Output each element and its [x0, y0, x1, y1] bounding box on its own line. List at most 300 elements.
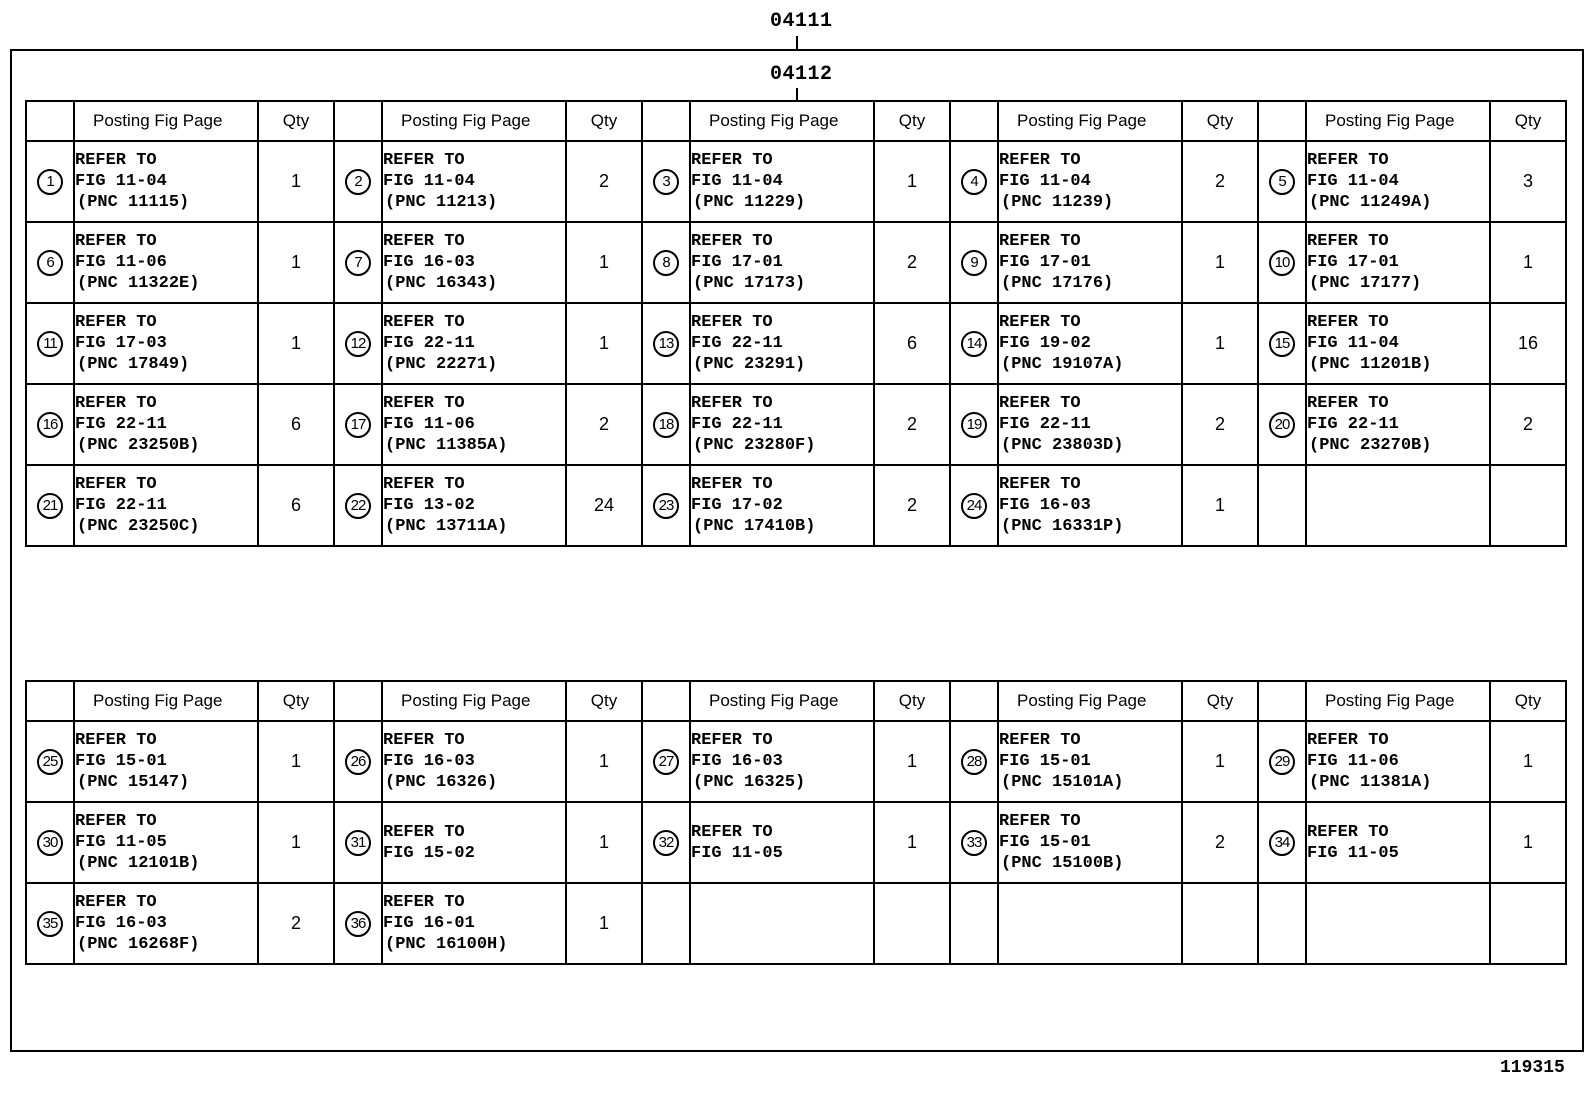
- fig-page-text: FIG 16-03: [75, 914, 167, 933]
- fig-page-text: FIG 22-11: [75, 496, 167, 515]
- header-row: [26, 101, 1566, 141]
- qty-cell: 16: [1490, 303, 1566, 384]
- reference-cell: [1306, 222, 1490, 303]
- pnc-text: (PNC 19107A): [1001, 355, 1124, 374]
- circled-number-icon: 9: [961, 250, 987, 276]
- fig-page-text: FIG 17-01: [999, 253, 1091, 272]
- reference-cell: [998, 465, 1182, 546]
- header-qty: Qty: [874, 101, 950, 141]
- circled-number-icon: 7: [345, 250, 371, 276]
- header-posting-fig-page: Posting Fig Page: [690, 681, 874, 721]
- qty-cell: 2: [566, 384, 642, 465]
- qty-cell: 1: [566, 222, 642, 303]
- index-cell: [26, 883, 74, 964]
- fig-page-text: FIG 11-04: [1307, 172, 1399, 191]
- index-cell: [26, 303, 74, 384]
- fig-page-text: FIG 11-05: [75, 833, 167, 852]
- parts-table-upper: [25, 100, 1567, 547]
- index-cell: [950, 303, 998, 384]
- qty-cell: 1: [874, 721, 950, 802]
- header-row: [26, 681, 1566, 721]
- refer-to-text: REFER TO: [691, 313, 773, 332]
- reference-cell: [690, 465, 874, 546]
- qty-cell: 1: [1182, 303, 1258, 384]
- fig-page-text: FIG 15-01: [999, 833, 1091, 852]
- qty-cell: 6: [874, 303, 950, 384]
- refer-to-text: REFER TO: [1307, 394, 1389, 413]
- reference-cell: [690, 384, 874, 465]
- pnc-text: (PNC 16343): [385, 274, 498, 293]
- circled-number-icon: 30: [37, 830, 63, 856]
- index-cell: [950, 802, 998, 883]
- qty-cell: 2: [566, 141, 642, 222]
- fig-page-text: FIG 17-02: [691, 496, 783, 515]
- index-cell: [642, 802, 690, 883]
- refer-to-text: REFER TO: [75, 812, 157, 831]
- qty-cell: 2: [1490, 384, 1566, 465]
- index-cell: [334, 384, 382, 465]
- pnc-text: (PNC 16326): [385, 773, 498, 792]
- qty-cell: 1: [566, 802, 642, 883]
- reference-cell: [1306, 303, 1490, 384]
- reference-cell: [382, 303, 566, 384]
- fig-page-text: FIG 22-11: [383, 334, 475, 353]
- refer-to-text: REFER TO: [383, 822, 465, 842]
- leader-line-outer: [796, 36, 798, 50]
- pnc-text: (PNC 17177): [1309, 274, 1422, 293]
- header-posting-fig-page: Posting Fig Page: [690, 101, 874, 141]
- refer-to-text: REFER TO: [691, 822, 773, 842]
- circled-number-icon: 2: [345, 169, 371, 195]
- circled-number-icon: 11: [37, 331, 63, 357]
- qty-cell: 1: [566, 883, 642, 964]
- pnc-text: (PNC 11322E): [77, 274, 200, 293]
- refer-to-text: REFER TO: [1307, 151, 1389, 170]
- pnc-text: (PNC 15100B): [1001, 854, 1124, 873]
- circled-number-icon: 21: [37, 493, 63, 519]
- qty-cell: 1: [1490, 222, 1566, 303]
- circled-number-icon: 23: [653, 493, 679, 519]
- index-cell: [334, 802, 382, 883]
- refer-to-text: REFER TO: [383, 893, 465, 912]
- fig-page-text: FIG 11-04: [691, 172, 783, 191]
- refer-to-text: REFER TO: [1307, 731, 1389, 750]
- table-row: [26, 883, 1566, 964]
- circled-number-icon: 3: [653, 169, 679, 195]
- index-cell: [334, 141, 382, 222]
- circled-number-icon: 1: [37, 169, 63, 195]
- index-cell: [334, 883, 382, 964]
- refer-to-text: REFER TO: [1307, 313, 1389, 332]
- refer-to-text: REFER TO: [999, 812, 1081, 831]
- circled-number-icon: 22: [345, 493, 371, 519]
- header-qty: Qty: [874, 681, 950, 721]
- circled-number-icon: 5: [1269, 169, 1295, 195]
- qty-cell: 2: [874, 465, 950, 546]
- table-row: [26, 465, 1566, 546]
- index-cell: [26, 802, 74, 883]
- pnc-text: (PNC 23270B): [1309, 436, 1432, 455]
- header-qty: Qty: [258, 101, 334, 141]
- pnc-text: (PNC 23250C): [77, 517, 200, 536]
- circled-number-icon: 35: [37, 911, 63, 937]
- reference-cell: [382, 802, 566, 883]
- qty-cell: [1182, 883, 1258, 964]
- reference-cell: [1306, 721, 1490, 802]
- circled-number-icon: 13: [653, 331, 679, 357]
- pnc-text: (PNC 23250B): [77, 436, 200, 455]
- reference-cell: [998, 802, 1182, 883]
- qty-cell: 1: [1182, 721, 1258, 802]
- table-row: [26, 802, 1566, 883]
- fig-page-text: FIG 16-03: [691, 752, 783, 771]
- table-row: [26, 222, 1566, 303]
- refer-to-text: REFER TO: [999, 151, 1081, 170]
- header-index-cell: [334, 681, 382, 721]
- table-row: [26, 721, 1566, 802]
- reference-cell: [998, 303, 1182, 384]
- reference-cell: [690, 802, 874, 883]
- reference-cell: [382, 721, 566, 802]
- pnc-text: (PNC 16325): [693, 773, 806, 792]
- circled-number-icon: 4: [961, 169, 987, 195]
- refer-to-text: REFER TO: [383, 731, 465, 750]
- pnc-text: (PNC 17410B): [693, 517, 816, 536]
- refer-to-text: REFER TO: [75, 893, 157, 912]
- pnc-text: (PNC 16331P): [1001, 517, 1124, 536]
- circled-number-icon: 14: [961, 331, 987, 357]
- refer-to-text: REFER TO: [383, 151, 465, 170]
- pnc-text: (PNC 23803D): [1001, 436, 1124, 455]
- qty-cell: 1: [1490, 802, 1566, 883]
- table-row: [26, 141, 1566, 222]
- header-index-cell: [1258, 101, 1306, 141]
- reference-cell: [382, 141, 566, 222]
- header-index-cell: [950, 101, 998, 141]
- qty-cell: 2: [874, 384, 950, 465]
- circled-number-icon: 12: [345, 331, 371, 357]
- pnc-text: (PNC 13711A): [385, 517, 508, 536]
- index-cell: [642, 141, 690, 222]
- fig-page-text: FIG 11-04: [1307, 334, 1399, 353]
- circled-number-icon: 19: [961, 412, 987, 438]
- pnc-text: (PNC 12101B): [77, 854, 200, 873]
- reference-cell: [74, 802, 258, 883]
- index-cell: [950, 384, 998, 465]
- assembly-code-04112: 04112: [770, 63, 833, 86]
- index-cell: [642, 384, 690, 465]
- pnc-text: (PNC 16100H): [385, 935, 508, 954]
- circled-number-icon: 34: [1269, 830, 1295, 856]
- circled-number-icon: 24: [961, 493, 987, 519]
- index-cell: [26, 465, 74, 546]
- header-qty: Qty: [566, 681, 642, 721]
- qty-cell: [874, 883, 950, 964]
- fig-page-text: FIG 11-06: [1307, 752, 1399, 771]
- refer-to-text: REFER TO: [691, 151, 773, 170]
- index-cell: [26, 141, 74, 222]
- table-row: [26, 303, 1566, 384]
- header-index-cell: [642, 681, 690, 721]
- reference-cell: [998, 721, 1182, 802]
- reference-cell: [382, 883, 566, 964]
- pnc-text: (PNC 11201B): [1309, 355, 1432, 374]
- header-qty: Qty: [258, 681, 334, 721]
- index-cell: [1258, 384, 1306, 465]
- qty-cell: 2: [874, 222, 950, 303]
- refer-to-text: REFER TO: [691, 475, 773, 494]
- circled-number-icon: 26: [345, 749, 371, 775]
- fig-page-text: FIG 15-01: [75, 752, 167, 771]
- reference-cell: [74, 303, 258, 384]
- refer-to-text: REFER TO: [691, 394, 773, 413]
- pnc-text: (PNC 11229): [693, 193, 806, 212]
- figure-number: 119315: [1500, 1058, 1565, 1078]
- header-index-cell: [1258, 681, 1306, 721]
- fig-page-text: FIG 19-02: [999, 334, 1091, 353]
- pnc-text: (PNC 15101A): [1001, 773, 1124, 792]
- fig-page-text: FIG 16-01: [383, 914, 475, 933]
- index-cell: [26, 721, 74, 802]
- index-cell: [950, 141, 998, 222]
- pnc-text: (PNC 23291): [693, 355, 806, 374]
- fig-page-text: FIG 17-03: [75, 334, 167, 353]
- circled-number-icon: 27: [653, 749, 679, 775]
- index-cell: [1258, 721, 1306, 802]
- reference-cell: [690, 303, 874, 384]
- header-index-cell: [950, 681, 998, 721]
- fig-page-text: FIG 17-01: [1307, 253, 1399, 272]
- fig-page-text: FIG 15-01: [999, 752, 1091, 771]
- index-cell: [1258, 222, 1306, 303]
- table-row: [26, 384, 1566, 465]
- header-posting-fig-page: Posting Fig Page: [1306, 101, 1490, 141]
- reference-cell: [74, 465, 258, 546]
- reference-cell: [74, 222, 258, 303]
- circled-number-icon: 15: [1269, 331, 1295, 357]
- circled-number-icon: 8: [653, 250, 679, 276]
- index-cell: [642, 721, 690, 802]
- refer-to-text: REFER TO: [999, 394, 1081, 413]
- circled-number-icon: 16: [37, 412, 63, 438]
- pnc-text: (PNC 11381A): [1309, 773, 1432, 792]
- refer-to-text: REFER TO: [75, 313, 157, 332]
- refer-to-text: REFER TO: [383, 313, 465, 332]
- index-cell: [642, 222, 690, 303]
- index-cell: [642, 883, 690, 964]
- refer-to-text: REFER TO: [999, 475, 1081, 494]
- fig-page-text: FIG 11-05: [1307, 843, 1399, 863]
- fig-page-text: FIG 22-11: [75, 415, 167, 434]
- qty-cell: 1: [258, 721, 334, 802]
- parts-table-lower: [25, 680, 1567, 965]
- refer-to-text: REFER TO: [75, 151, 157, 170]
- fig-page-text: FIG 15-02: [383, 843, 475, 863]
- reference-cell: [74, 721, 258, 802]
- index-cell: [334, 465, 382, 546]
- fig-page-text: FIG 11-04: [999, 172, 1091, 191]
- qty-cell: 2: [1182, 141, 1258, 222]
- header-posting-fig-page: Posting Fig Page: [998, 101, 1182, 141]
- qty-cell: 1: [874, 141, 950, 222]
- fig-page-text: FIG 22-11: [1307, 415, 1399, 434]
- refer-to-text: REFER TO: [691, 232, 773, 251]
- reference-cell: [998, 384, 1182, 465]
- index-cell: [950, 721, 998, 802]
- circled-number-icon: 10: [1269, 250, 1295, 276]
- header-posting-fig-page: Posting Fig Page: [74, 101, 258, 141]
- qty-cell: 3: [1490, 141, 1566, 222]
- circled-number-icon: 20: [1269, 412, 1295, 438]
- header-posting-fig-page: Posting Fig Page: [382, 101, 566, 141]
- refer-to-text: REFER TO: [383, 232, 465, 251]
- header-posting-fig-page: Posting Fig Page: [382, 681, 566, 721]
- header-posting-fig-page: Posting Fig Page: [998, 681, 1182, 721]
- fig-page-text: FIG 22-11: [691, 415, 783, 434]
- fig-page-text: FIG 11-04: [383, 172, 475, 191]
- circled-number-icon: 31: [345, 830, 371, 856]
- index-cell: [642, 465, 690, 546]
- pnc-text: (PNC 11115): [77, 193, 190, 212]
- index-cell: [334, 303, 382, 384]
- qty-cell: 1: [258, 802, 334, 883]
- fig-page-text: FIG 16-03: [999, 496, 1091, 515]
- refer-to-text: REFER TO: [383, 475, 465, 494]
- header-qty: Qty: [1182, 681, 1258, 721]
- fig-page-text: FIG 22-11: [691, 334, 783, 353]
- pnc-text: (PNC 11239): [1001, 193, 1114, 212]
- reference-cell: [690, 721, 874, 802]
- qty-cell: 1: [874, 802, 950, 883]
- index-cell: [1258, 883, 1306, 964]
- qty-cell: 1: [566, 721, 642, 802]
- refer-to-text: REFER TO: [999, 232, 1081, 251]
- refer-to-text: REFER TO: [75, 394, 157, 413]
- refer-to-text: REFER TO: [1307, 232, 1389, 251]
- header-index-cell: [26, 101, 74, 141]
- index-cell: [642, 303, 690, 384]
- qty-cell: 1: [566, 303, 642, 384]
- reference-cell: [690, 883, 874, 964]
- pnc-text: (PNC 11249A): [1309, 193, 1432, 212]
- pnc-text: (PNC 16268F): [77, 935, 200, 954]
- qty-cell: [1490, 465, 1566, 546]
- refer-to-text: REFER TO: [691, 731, 773, 750]
- index-cell: [334, 222, 382, 303]
- reference-cell: [74, 384, 258, 465]
- qty-cell: 24: [566, 465, 642, 546]
- assembly-code-04111: 04111: [770, 10, 833, 33]
- pnc-text: (PNC 23280F): [693, 436, 816, 455]
- reference-cell: [74, 883, 258, 964]
- qty-cell: 1: [1182, 222, 1258, 303]
- pnc-text: (PNC 22271): [385, 355, 498, 374]
- reference-cell: [1306, 465, 1490, 546]
- reference-cell: [382, 465, 566, 546]
- reference-cell: [690, 141, 874, 222]
- circled-number-icon: 29: [1269, 749, 1295, 775]
- pnc-text: (PNC 11213): [385, 193, 498, 212]
- refer-to-text: REFER TO: [75, 731, 157, 750]
- index-cell: [1258, 141, 1306, 222]
- circled-number-icon: 17: [345, 412, 371, 438]
- header-index-cell: [642, 101, 690, 141]
- circled-number-icon: 33: [961, 830, 987, 856]
- index-cell: [950, 222, 998, 303]
- fig-page-text: FIG 11-04: [75, 172, 167, 191]
- pnc-text: (PNC 17849): [77, 355, 190, 374]
- circled-number-icon: 36: [345, 911, 371, 937]
- header-qty: Qty: [1490, 681, 1566, 721]
- header-qty: Qty: [1182, 101, 1258, 141]
- pnc-text: (PNC 17176): [1001, 274, 1114, 293]
- reference-cell: [690, 222, 874, 303]
- reference-cell: [998, 222, 1182, 303]
- qty-cell: [1490, 883, 1566, 964]
- qty-cell: 1: [1490, 721, 1566, 802]
- reference-cell: [382, 222, 566, 303]
- reference-cell: [998, 141, 1182, 222]
- header-posting-fig-page: Posting Fig Page: [1306, 681, 1490, 721]
- header-index-cell: [26, 681, 74, 721]
- circled-number-icon: 25: [37, 749, 63, 775]
- index-cell: [26, 384, 74, 465]
- refer-to-text: REFER TO: [999, 313, 1081, 332]
- reference-cell: [1306, 802, 1490, 883]
- refer-to-text: REFER TO: [1307, 822, 1389, 842]
- index-cell: [950, 883, 998, 964]
- header-qty: Qty: [1490, 101, 1566, 141]
- qty-cell: 1: [258, 303, 334, 384]
- reference-cell: [1306, 141, 1490, 222]
- index-cell: [26, 222, 74, 303]
- refer-to-text: REFER TO: [999, 731, 1081, 750]
- header-index-cell: [334, 101, 382, 141]
- index-cell: [1258, 465, 1306, 546]
- index-cell: [1258, 303, 1306, 384]
- reference-cell: [1306, 883, 1490, 964]
- qty-cell: 2: [258, 883, 334, 964]
- qty-cell: 1: [258, 222, 334, 303]
- reference-cell: [1306, 384, 1490, 465]
- qty-cell: 2: [1182, 802, 1258, 883]
- circled-number-icon: 28: [961, 749, 987, 775]
- header-posting-fig-page: Posting Fig Page: [74, 681, 258, 721]
- index-cell: [950, 465, 998, 546]
- reference-cell: [382, 384, 566, 465]
- circled-number-icon: 6: [37, 250, 63, 276]
- qty-cell: 6: [258, 465, 334, 546]
- qty-cell: 1: [1182, 465, 1258, 546]
- fig-page-text: FIG 13-02: [383, 496, 475, 515]
- index-cell: [334, 721, 382, 802]
- refer-to-text: REFER TO: [383, 394, 465, 413]
- pnc-text: (PNC 11385A): [385, 436, 508, 455]
- index-cell: [1258, 802, 1306, 883]
- fig-page-text: FIG 16-03: [383, 253, 475, 272]
- fig-page-text: FIG 11-06: [383, 415, 475, 434]
- qty-cell: 1: [258, 141, 334, 222]
- fig-page-text: FIG 11-06: [75, 253, 167, 272]
- pnc-text: (PNC 17173): [693, 274, 806, 293]
- pnc-text: (PNC 15147): [77, 773, 190, 792]
- fig-page-text: FIG 22-11: [999, 415, 1091, 434]
- refer-to-text: REFER TO: [75, 475, 157, 494]
- fig-page-text: FIG 11-05: [691, 843, 783, 863]
- qty-cell: 6: [258, 384, 334, 465]
- qty-cell: 2: [1182, 384, 1258, 465]
- header-qty: Qty: [566, 101, 642, 141]
